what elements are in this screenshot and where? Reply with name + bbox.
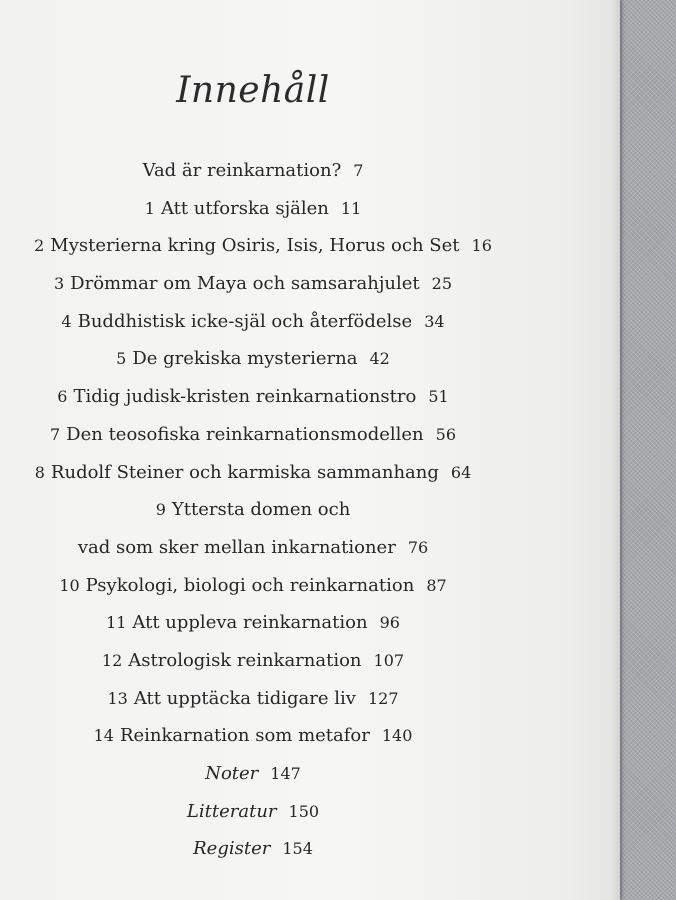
toc-entry-page: 25	[431, 274, 452, 294]
toc-entry-number: 3	[53, 274, 65, 294]
toc-entry-title: Yttersta domen och	[171, 499, 351, 521]
toc-entry	[0, 190, 506, 228]
toc-entry-title: Att upptäcka tidigare liv	[133, 687, 356, 709]
toc-entry	[0, 454, 506, 492]
toc-entry-number: 1	[144, 198, 155, 218]
toc-entry-literature	[0, 793, 506, 831]
toc-entry-number: 7	[49, 424, 61, 444]
toc-entry-number: 10	[59, 575, 80, 595]
toc-entry-notes	[0, 755, 506, 793]
toc-entry	[0, 717, 506, 755]
toc-entry-title: De grekiska mysterierna	[132, 348, 358, 370]
toc-entry	[0, 152, 506, 190]
toc-entry	[0, 265, 506, 303]
toc-entry-number: 9	[155, 500, 166, 520]
toc-entry-title: Den teosofiska reinkarnationsmodellen	[66, 423, 424, 445]
toc-entry-title: Vad är reinkarnation?	[142, 160, 342, 181]
toc-entry-page: 56	[435, 424, 456, 444]
toc-entry-page: 147	[270, 764, 301, 783]
toc-entry-page: 64	[450, 462, 472, 482]
toc-entry	[0, 303, 506, 341]
toc-entry-number: 5	[116, 349, 127, 369]
toc-entry-page: 76	[407, 537, 429, 557]
toc-entry-title: Psykologi, biologi och reinkarnation	[85, 574, 415, 596]
toc-entry-title: Drömmar om Maya och samsarahjulet	[70, 273, 420, 295]
toc-entry	[0, 378, 506, 416]
toc-entry-page: 154	[282, 839, 313, 859]
toc-entry-continuation	[0, 529, 506, 567]
toc-entry-page: 127	[367, 688, 399, 708]
toc-entry	[0, 416, 506, 454]
toc-entry-page: 42	[369, 349, 390, 369]
toc-entry	[10, 227, 516, 265]
toc-entry-number: 13	[107, 688, 128, 708]
toc-entry-number: 6	[57, 387, 68, 407]
toc-entry-page: 16	[471, 236, 492, 256]
toc-entry-title: Register	[193, 838, 271, 860]
toc-entry-title: Att uppleva reinkarnation	[132, 612, 368, 634]
toc-entry-title: Att utforska själen	[160, 197, 329, 219]
toc-entry-page: 11	[340, 198, 362, 218]
toc-entry-number: 12	[101, 650, 123, 670]
toc-entry-title: Litteratur	[186, 800, 277, 822]
toc-entry	[0, 604, 506, 642]
toc-entry-page: 87	[426, 575, 447, 595]
toc-entry-register	[0, 830, 506, 868]
toc-entry-page: 107	[373, 650, 405, 670]
toc-entry-page: 7	[353, 161, 364, 180]
toc-entry	[0, 491, 506, 529]
toc-entry-number: 8	[34, 462, 45, 482]
toc-entry-title: Tidig judisk-kristen reinkarnationstro	[73, 386, 417, 408]
toc-entry-title: Reinkarnation som metafor	[119, 725, 370, 747]
toc-entry-title: Rudolf Steiner och karmiska sammanhang	[50, 461, 439, 483]
fabric-background	[616, 0, 676, 900]
table-of-contents	[0, 152, 506, 868]
toc-entry-page: 96	[379, 613, 400, 633]
toc-entry-page: 34	[424, 311, 445, 331]
toc-entry	[0, 340, 506, 378]
toc-entry	[0, 680, 506, 718]
toc-entry-page: 51	[428, 387, 449, 407]
toc-entry-title: Noter	[205, 763, 259, 784]
toc-entry	[0, 567, 506, 605]
toc-entry-number: 2	[34, 236, 45, 256]
toc-entry-number: 11	[106, 613, 127, 633]
toc-entry-number: 4	[61, 311, 72, 331]
toc-entry-number: 14	[93, 726, 114, 746]
toc-entry-title: Astrologisk reinkarnation	[128, 649, 362, 671]
page-title: Innehåll	[176, 70, 330, 111]
toc-entry-title: Mysterierna kring Osiris, Isis, Horus och Set	[50, 235, 460, 257]
page-edge-shadow	[612, 0, 622, 900]
toc-entry-title: Buddhistisk icke-själ och återfödelse	[77, 310, 413, 332]
toc-entry-page: 140	[381, 726, 413, 746]
toc-entry-title: vad som sker mellan inkarnationer	[77, 536, 396, 558]
toc-entry-page: 150	[288, 801, 320, 821]
toc-entry	[0, 642, 506, 680]
